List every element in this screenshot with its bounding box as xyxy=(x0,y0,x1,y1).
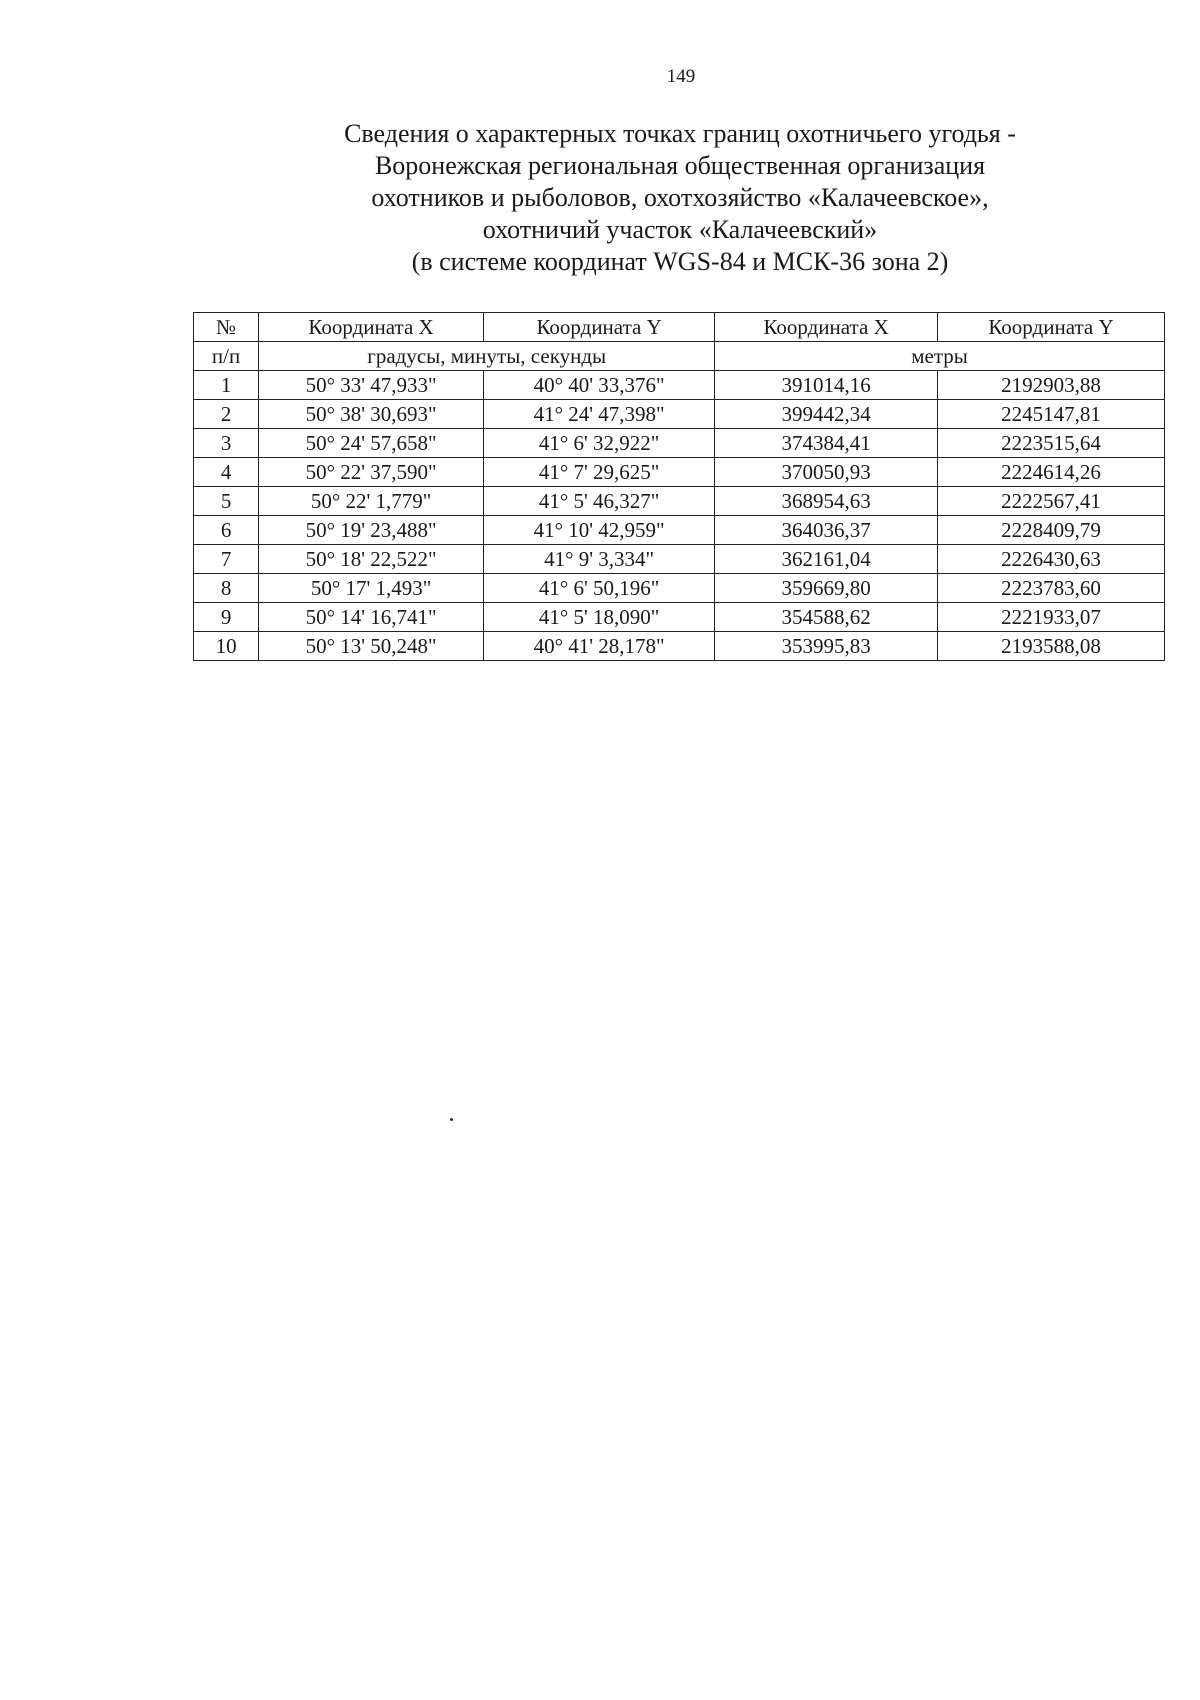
coord-y-degrees: 40° 40' 33,376" xyxy=(484,371,715,400)
header-coord-y-m: Координата Y xyxy=(937,313,1164,342)
coord-y-degrees: 41° 5' 18,090" xyxy=(484,603,715,632)
coord-x-degrees: 50° 14' 16,741" xyxy=(259,603,484,632)
document-title xyxy=(240,118,1120,278)
coord-y-meters: 2192903,88 xyxy=(937,371,1164,400)
point-number: 2 xyxy=(194,400,259,429)
table-header-row xyxy=(194,313,1165,342)
coord-y-meters: 2224614,26 xyxy=(937,458,1164,487)
coord-y-degrees: 41° 9' 3,334" xyxy=(484,545,715,574)
point-number: 1 xyxy=(194,371,259,400)
coord-y-degrees: 41° 24' 47,398" xyxy=(484,400,715,429)
coord-y-degrees: 41° 6' 32,922" xyxy=(484,429,715,458)
table-units-row xyxy=(194,342,1165,371)
coord-x-meters: 359669,80 xyxy=(715,574,938,603)
point-number: 6 xyxy=(194,516,259,545)
table-row xyxy=(194,516,1165,545)
coord-x-degrees: 50° 24' 57,658" xyxy=(259,429,484,458)
point-number: 8 xyxy=(194,574,259,603)
title-line: охотников и рыболовов, охотхозяйство «Калачеевское», xyxy=(371,183,989,212)
coord-x-meters: 370050,93 xyxy=(715,458,938,487)
coord-x-degrees: 50° 17' 1,493" xyxy=(259,574,484,603)
scan-speck xyxy=(450,1118,453,1121)
coord-y-meters: 2223515,64 xyxy=(937,429,1164,458)
header-degrees-units: градусы, минуты, секунды xyxy=(259,342,715,371)
table-row xyxy=(194,603,1165,632)
coord-x-meters: 374384,41 xyxy=(715,429,938,458)
coord-y-degrees: 41° 7' 29,625" xyxy=(484,458,715,487)
coord-y-degrees: 41° 5' 46,327" xyxy=(484,487,715,516)
coord-y-degrees: 41° 6' 50,196" xyxy=(484,574,715,603)
coord-x-degrees: 50° 18' 22,522" xyxy=(259,545,484,574)
point-number: 4 xyxy=(194,458,259,487)
coord-x-degrees: 50° 22' 1,779" xyxy=(259,487,484,516)
page-number: 149 xyxy=(666,66,696,87)
coord-y-degrees: 41° 10' 42,959" xyxy=(484,516,715,545)
title-line: (в системе координат WGS-84 и МСК-36 зона 2) xyxy=(411,247,949,276)
header-number: № xyxy=(194,313,259,342)
coord-y-meters: 2245147,81 xyxy=(937,400,1164,429)
coord-x-degrees: 50° 38' 30,693" xyxy=(259,400,484,429)
table-row xyxy=(194,371,1165,400)
table-row xyxy=(194,487,1165,516)
coord-x-degrees: 50° 33' 47,933" xyxy=(259,371,484,400)
coord-x-meters: 354588,62 xyxy=(715,603,938,632)
point-number: 10 xyxy=(194,632,259,661)
title-line: охотничий участок «Калачеевский» xyxy=(482,215,878,244)
point-number: 9 xyxy=(194,603,259,632)
coord-y-degrees: 40° 41' 28,178" xyxy=(484,632,715,661)
coord-x-degrees: 50° 22' 37,590" xyxy=(259,458,484,487)
table-row xyxy=(194,632,1165,661)
coord-x-meters: 368954,63 xyxy=(715,487,938,516)
coordinates-table xyxy=(193,312,1165,661)
title-line: Сведения о характерных точках границ охотничьего угодья - xyxy=(344,119,1016,148)
coord-x-meters: 353995,83 xyxy=(715,632,938,661)
table-row xyxy=(194,429,1165,458)
coord-y-meters: 2228409,79 xyxy=(937,516,1164,545)
header-meters-units: метры xyxy=(715,342,1165,371)
table-row xyxy=(194,545,1165,574)
header-coord-x-deg: Координата X xyxy=(259,313,484,342)
coord-x-meters: 391014,16 xyxy=(715,371,938,400)
point-number: 3 xyxy=(194,429,259,458)
coord-y-meters: 2222567,41 xyxy=(937,487,1164,516)
header-coord-y-deg: Координата Y xyxy=(484,313,715,342)
coord-x-degrees: 50° 19' 23,488" xyxy=(259,516,484,545)
table-row xyxy=(194,458,1165,487)
table-row xyxy=(194,574,1165,603)
coord-x-meters: 399442,34 xyxy=(715,400,938,429)
point-number: 7 xyxy=(194,545,259,574)
header-coord-x-m: Координата X xyxy=(715,313,938,342)
coord-x-degrees: 50° 13' 50,248" xyxy=(259,632,484,661)
point-number: 5 xyxy=(194,487,259,516)
coord-y-meters: 2226430,63 xyxy=(937,545,1164,574)
table-row xyxy=(194,400,1165,429)
coord-y-meters: 2193588,08 xyxy=(937,632,1164,661)
title-line: Воронежская региональная общественная организация xyxy=(374,151,986,180)
coord-x-meters: 362161,04 xyxy=(715,545,938,574)
coord-y-meters: 2223783,60 xyxy=(937,574,1164,603)
coord-y-meters: 2221933,07 xyxy=(937,603,1164,632)
coord-x-meters: 364036,37 xyxy=(715,516,938,545)
header-pp: п/п xyxy=(194,342,259,371)
